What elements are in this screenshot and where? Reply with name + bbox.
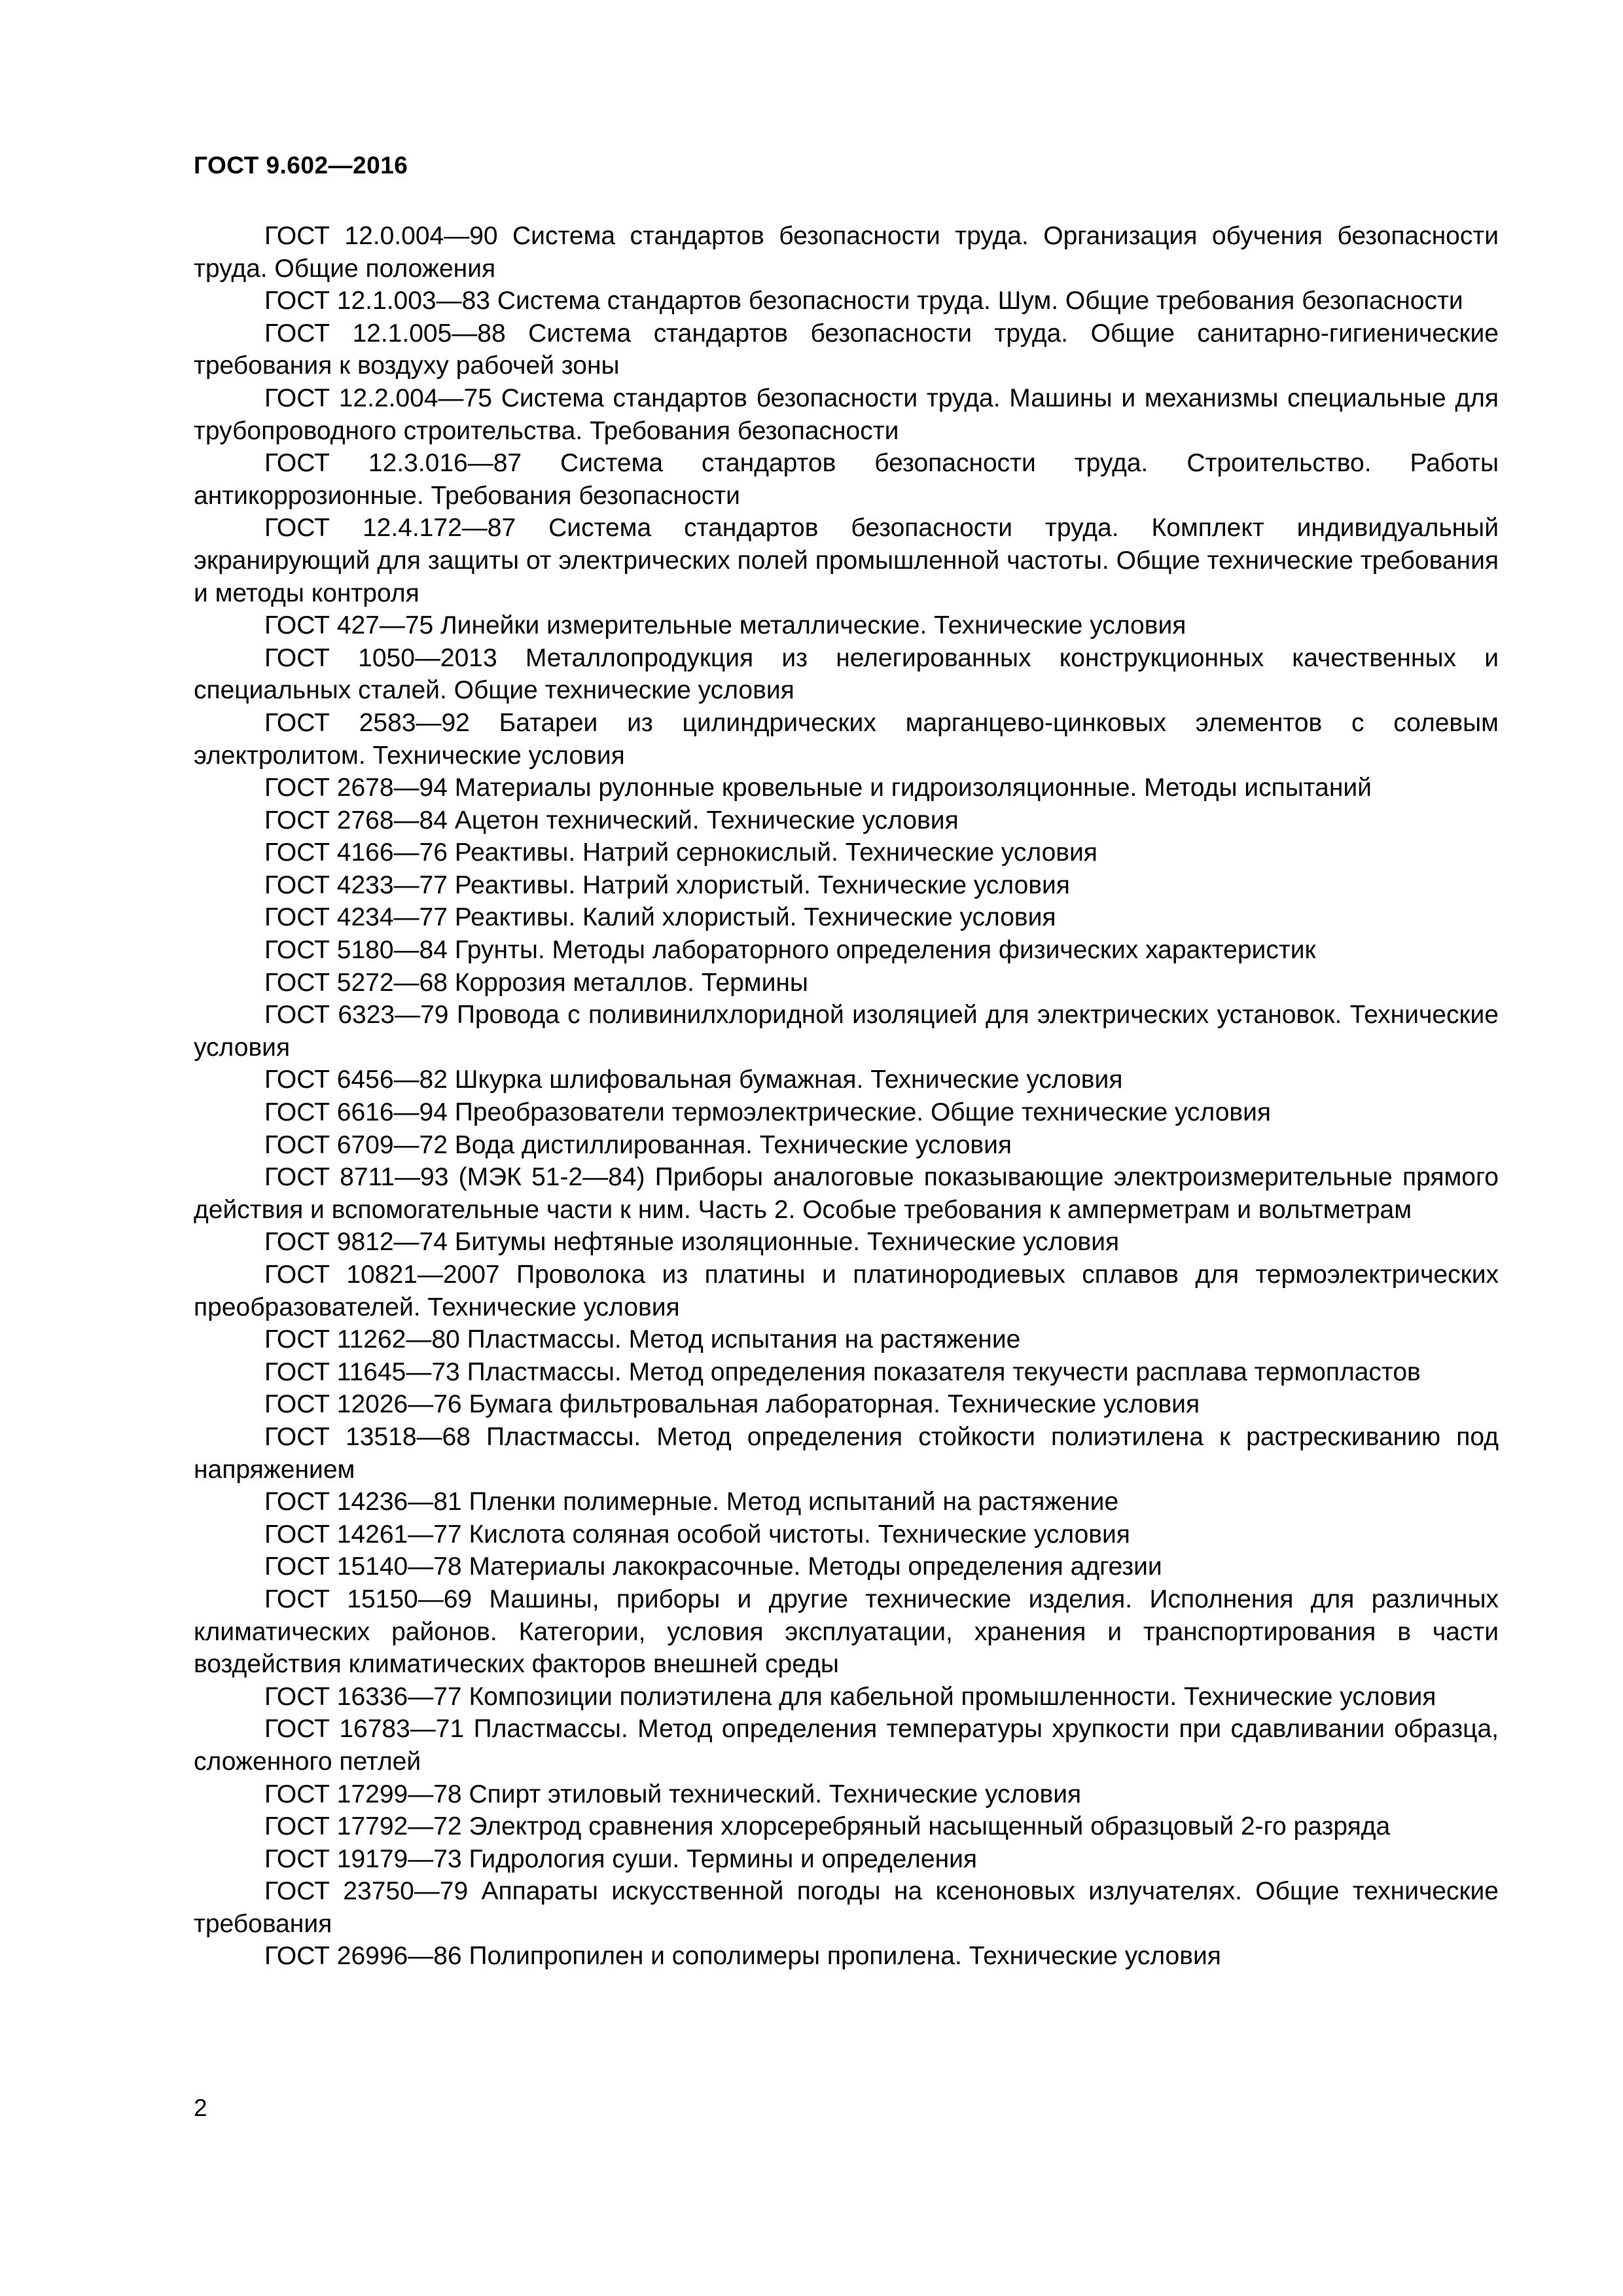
reference-item: ГОСТ 13518—68 Пластмассы. Метод определения стойкости полиэтилена к растрескиванию под напряжением: [194, 1422, 1499, 1484]
reference-item: ГОСТ 14236—81 Пленки полимерные. Метод испытаний на растяжение: [264, 1488, 1119, 1516]
reference-item: ГОСТ 12.1.003—83 Система стандартов безопасности труда. Шум. Общие требования безопасности: [264, 287, 1463, 315]
reference-item: ГОСТ 2768—84 Ацетон технический. Технические условия: [264, 806, 959, 834]
reference-item: ГОСТ 11262—80 Пластмассы. Метод испытания на растяжение: [264, 1325, 1021, 1354]
reference-item: ГОСТ 1050—2013 Металлопродукция из нелегированных конструкционных качественных и специальных сталей. Общие технические условия: [194, 643, 1499, 705]
reference-item: ГОСТ 12.0.004—90 Система стандартов безопасности труда. Организация обучения безопасности труда. Общие положения: [194, 222, 1499, 283]
reference-item: ГОСТ 12026—76 Бумага фильтровальная лабораторная. Технические условия: [264, 1390, 1200, 1419]
reference-item: ГОСТ 19179—73 Гидрология суши. Термины и определения: [264, 1844, 978, 1873]
reference-item: ГОСТ 5272—68 Коррозия металлов. Термины: [264, 968, 808, 997]
reference-item: ГОСТ 5180—84 Грунты. Методы лабораторного определения физических характеристик: [264, 936, 1316, 965]
reference-item: ГОСТ 427—75 Линейки измерительные металлические. Технические условия: [264, 611, 1186, 640]
reference-item: ГОСТ 17792—72 Электрод сравнения хлорсеребряный насыщенный образцовый 2-го разряда: [264, 1812, 1391, 1841]
reference-item: ГОСТ 12.4.172—87 Система стандартов безопасности труда. Комплект индивидуальный экранирующий для защиты от электрических полей промышленной частоты. Общие технические требования и методы контроля: [194, 514, 1499, 607]
reference-item: ГОСТ 12.2.004—75 Система стандартов безопасности труда. Машины и механизмы специальные для трубопроводного строительства. Требования безопасности: [194, 384, 1499, 445]
reference-item: ГОСТ 26996—86 Полипропилен и сополимеры пропилена. Технические условия: [264, 1942, 1221, 1971]
reference-item: ГОСТ 12.3.016—87 Система стандартов безопасности труда. Строительство. Работы антикоррозионные. Требования безопасности: [194, 449, 1499, 510]
reference-item: ГОСТ 4166—76 Реактивы. Натрий сернокислый. Технические условия: [264, 838, 1097, 867]
reference-item: ГОСТ 23750—79 Аппараты искусственной погоды на ксеноновых излучателях. Общие технические требования: [194, 1877, 1499, 1938]
reference-item: ГОСТ 9812—74 Битумы нефтяные изоляционные. Технические условия: [264, 1228, 1120, 1257]
reference-item: ГОСТ 10821—2007 Проволока из платины и платинородиевых сплавов для термоэлектрических преобразователей. Технические условия: [194, 1261, 1499, 1321]
reference-item: ГОСТ 16783—71 Пластмассы. Метод определения температуры хрупкости при сдавливании образца, сложенного петлей: [194, 1715, 1499, 1776]
reference-item: ГОСТ 17299—78 Спирт этиловый технический. Технические условия: [264, 1780, 1082, 1808]
reference-item: ГОСТ 12.1.005—88 Система стандартов безопасности труда. Общие санитарно-гигиенические требования к воздуху рабочей зоны: [194, 319, 1499, 380]
reference-item: ГОСТ 2583—92 Батареи из цилиндрических марганцево-цинковых элементов с солевым электролитом. Технические условия: [194, 708, 1499, 770]
document-id-header: ГОСТ 9.602—2016: [194, 152, 408, 179]
reference-item: ГОСТ 6323—79 Провода с поливинилхлоридной изоляцией для электрических установок. Технические условия: [194, 1001, 1499, 1062]
reference-item: ГОСТ 15150—69 Машины, приборы и другие технические изделия. Исполнения для различных климатических районов. Категории, условия эксплуатации, хранения и транспортирования в части воздействия климатических факторов внешней среды: [194, 1585, 1499, 1679]
reference-item: ГОСТ 15140—78 Материалы лакокрасочные. Методы определения адгезии: [264, 1552, 1162, 1581]
reference-item: ГОСТ 6456—82 Шкурка шлифовальная бумажная. Технические условия: [264, 1066, 1123, 1094]
reference-item: ГОСТ 11645—73 Пластмассы. Метод определения показателя текучести расплава термопластов: [264, 1357, 1421, 1386]
reference-item: ГОСТ 6616—94 Преобразователи термоэлектрические. Общие технические условия: [264, 1098, 1272, 1127]
reference-item: ГОСТ 2678—94 Материалы рулонные кровельные и гидроизоляционные. Методы испытаний: [264, 774, 1372, 802]
reference-item: ГОСТ 6709—72 Вода дистиллированная. Технические условия: [264, 1130, 1012, 1159]
reference-item: ГОСТ 14261—77 Кислота соляная особой чистоты. Технические условия: [264, 1520, 1130, 1549]
normative-references-list: [194, 220, 1499, 1973]
page-number: 2: [194, 2094, 207, 2121]
reference-item: ГОСТ 16336—77 Композиции полиэтилена для кабельной промышленности. Технические условия: [264, 1682, 1436, 1711]
reference-item: ГОСТ 4234—77 Реактивы. Калий хлористый. Технические условия: [264, 903, 1056, 932]
reference-item: ГОСТ 8711—93 (МЭК 51-2—84) Приборы аналоговые показывающие электроизмерительные прямого действия и вспомогательные части к ним. Часть 2. Особые требования к амперметрам и вольтметрам: [194, 1163, 1499, 1224]
reference-item: ГОСТ 4233—77 Реактивы. Натрий хлористый. Технические условия: [264, 870, 1070, 899]
